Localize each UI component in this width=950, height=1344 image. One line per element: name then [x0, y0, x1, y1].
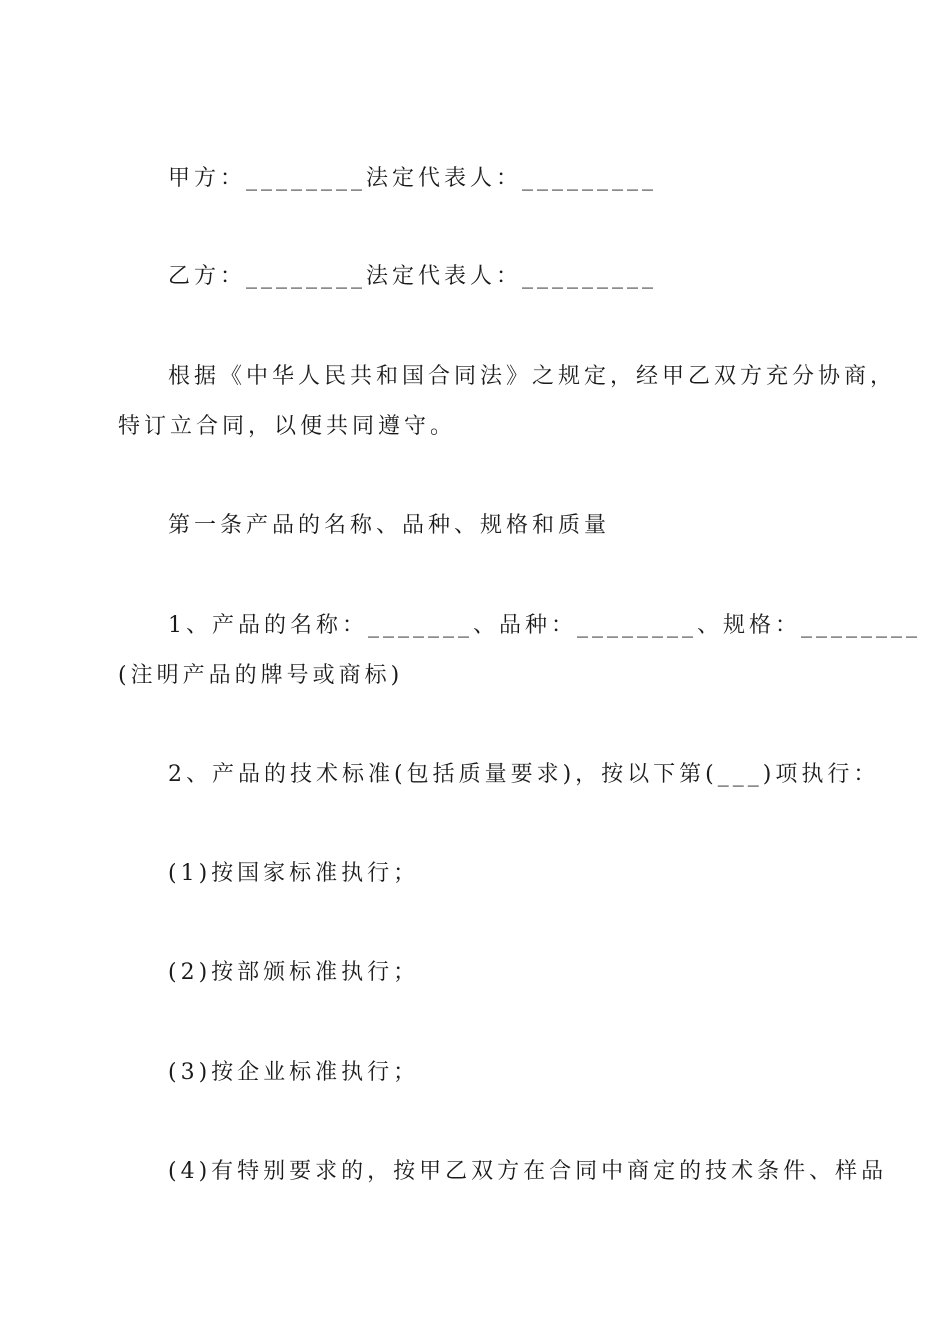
option-ministry-standard: (2)按部颁标准执行；	[168, 960, 420, 985]
party-b-line: 乙方：________法定代表人：_________	[168, 264, 658, 289]
option-enterprise-standard: (3)按企业标准执行；	[168, 1060, 420, 1085]
option-national-standard: (1)按国家标准执行；	[168, 861, 420, 886]
party-a-line: 甲方：________法定代表人：_________	[168, 166, 658, 191]
option-special-requirements: (4)有特别要求的，按甲乙双方在合同中商定的技术条件、样品	[168, 1159, 888, 1184]
technical-standard-line: 2、产品的技术标准(包括质量要求)，按以下第(___)项执行：	[168, 762, 880, 787]
preamble-line-1: 根据《中华人民共和国合同法》之规定，经甲乙双方充分协商，	[168, 364, 897, 389]
product-note-line: (注明产品的牌号或商标)	[118, 663, 404, 688]
article-one-heading: 第一条产品的名称、品种、规格和质量	[168, 513, 611, 538]
product-name-line: 1、产品的名称：_______、品种：________、规格：________	[168, 613, 921, 638]
preamble-line-2: 特订立合同，以便共同遵守。	[118, 414, 457, 439]
